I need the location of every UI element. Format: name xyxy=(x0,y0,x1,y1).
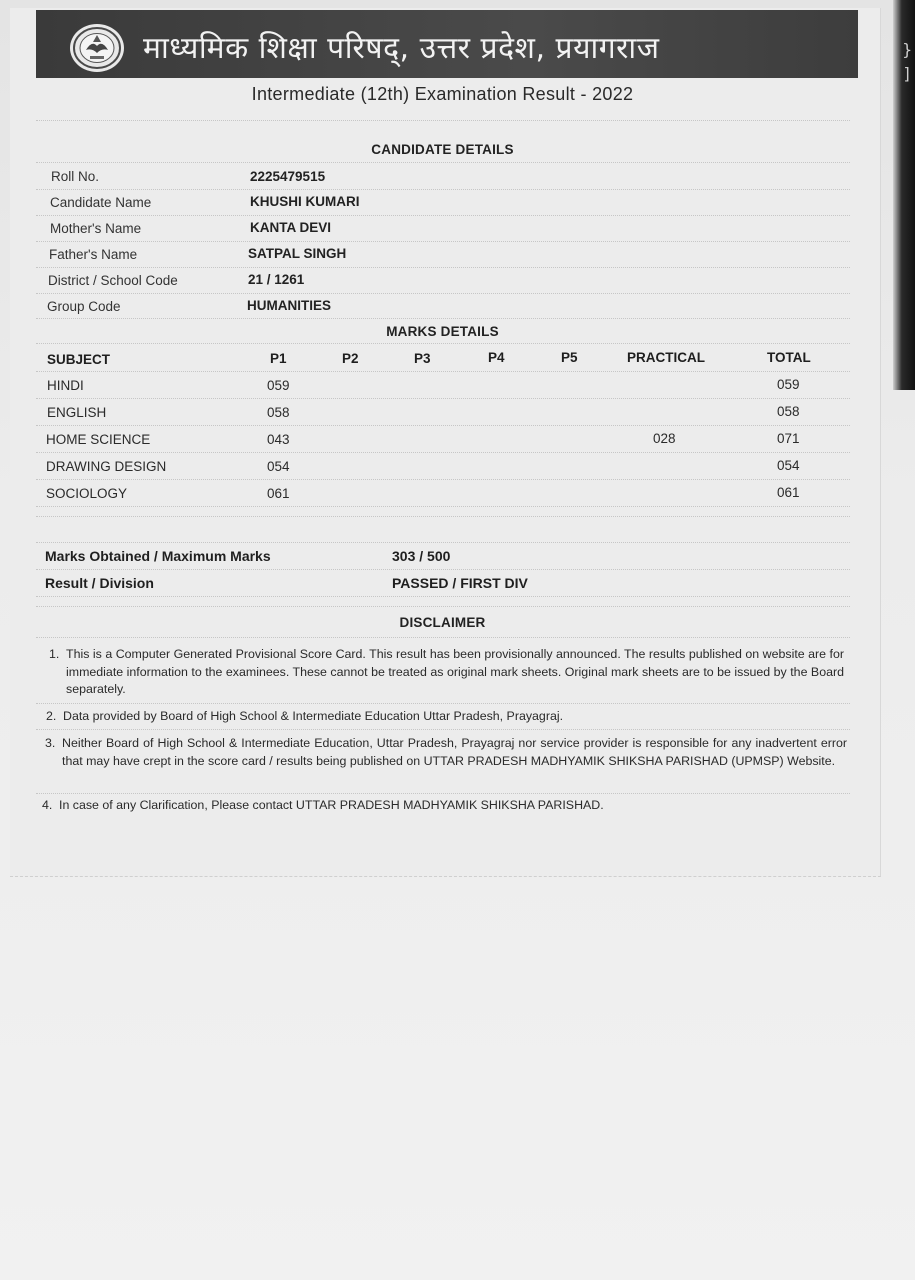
subject-cell: DRAWING DESIGN xyxy=(46,459,167,474)
p1-cell: 054 xyxy=(267,459,290,474)
marks-obtained-value: 303 / 500 xyxy=(392,548,451,564)
divider xyxy=(36,703,850,704)
up-government-emblem-icon xyxy=(68,22,126,74)
candidate-name-label: Candidate Name xyxy=(50,195,152,210)
district-school-code-label: District / School Code xyxy=(48,273,178,288)
subject-cell: ENGLISH xyxy=(47,405,107,420)
divider xyxy=(36,452,850,453)
p1-cell: 043 xyxy=(267,432,290,447)
disclaimer-item xyxy=(49,646,844,699)
divider xyxy=(36,371,850,372)
divider xyxy=(36,241,850,242)
subject-cell: HOME SCIENCE xyxy=(46,432,151,447)
roll-no-label: Roll No. xyxy=(51,169,100,184)
divider xyxy=(36,318,850,319)
disclaimer-number: 1. xyxy=(49,647,60,661)
col-subject: SUBJECT xyxy=(47,352,111,367)
disclaimer-text: Data provided by Board of High School & Intermediate Education Uttar Pradesh, Prayagraj. xyxy=(63,709,564,723)
disclaimer-item xyxy=(45,735,847,770)
group-code-label: Group Code xyxy=(47,299,121,314)
total-cell: 071 xyxy=(777,431,800,446)
divider xyxy=(36,479,850,480)
group-code-value: HUMANITIES xyxy=(247,298,331,313)
marks-details-heading: MARKS DETAILS xyxy=(386,324,499,339)
disclaimer-heading: DISCLAIMER xyxy=(399,615,486,630)
total-cell: 059 xyxy=(777,377,800,392)
divider xyxy=(36,343,850,344)
p1-cell: 061 xyxy=(267,486,290,501)
monitor-glyph: } xyxy=(902,40,912,59)
p1-cell: 058 xyxy=(267,405,290,420)
fathers-name-label: Father's Name xyxy=(49,247,138,262)
candidate-name-value: KHUSHI KUMARI xyxy=(250,194,360,209)
total-cell: 061 xyxy=(777,485,800,500)
disclaimer-text: In case of any Clarification, Please contact UTTAR PRADESH MADHYAMIK SHIKSHA PARISHAD. xyxy=(59,798,604,812)
disclaimer-text: Neither Board of High School & Intermediate Education, Uttar Pradesh, Prayagraj nor service provider is responsible for any inadvertent error that may have crept in the score card / results being published on UTTAR PRADESH MADHYAMIK SHIKSHA PARISHAD (UPMSP) Website. xyxy=(62,736,847,768)
col-p3: P3 xyxy=(414,351,431,366)
col-total: TOTAL xyxy=(767,350,811,365)
mothers-name-value: KANTA DEVI xyxy=(250,220,331,235)
divider xyxy=(36,542,850,543)
fathers-name-value: SATPAL SINGH xyxy=(248,246,347,261)
subject-cell: SOCIOLOGY xyxy=(46,486,128,501)
disclaimer-number: 4. xyxy=(42,798,53,812)
divider xyxy=(36,793,850,794)
practical-cell: 028 xyxy=(653,431,676,446)
divider xyxy=(36,162,850,163)
divider xyxy=(36,516,850,517)
divider xyxy=(36,120,850,121)
divider xyxy=(36,398,850,399)
disclaimer-number: 3. xyxy=(45,736,56,750)
divider xyxy=(36,425,850,426)
disclaimer-item xyxy=(46,708,843,726)
divider xyxy=(36,729,850,730)
candidate-details-heading: CANDIDATE DETAILS xyxy=(371,142,514,157)
col-p2: P2 xyxy=(342,351,359,366)
result-division-value: PASSED / FIRST DIV xyxy=(392,575,528,591)
result-division-label: Result / Division xyxy=(45,575,154,591)
p1-cell: 059 xyxy=(267,378,290,393)
col-p1: P1 xyxy=(270,351,287,366)
disclaimer-number: 2. xyxy=(46,709,57,723)
col-p5: P5 xyxy=(561,350,578,365)
disclaimer-item xyxy=(42,797,849,815)
col-practical: PRACTICAL xyxy=(627,350,705,365)
exam-title: Intermediate (12th) Examination Result - 2022 xyxy=(251,84,634,104)
mothers-name-label: Mother's Name xyxy=(50,221,142,236)
disclaimer-text: This is a Computer Generated Provisional Score Card. This result has been provisionally announced. The results published on website are for immediate information to the examinees. These cannot be treated as original mark sheets. Original mark sheets are to be issued by the Board separately. xyxy=(66,647,844,696)
divider xyxy=(36,569,850,570)
col-p4: P4 xyxy=(488,350,505,365)
monitor-glyph: ] xyxy=(902,64,912,83)
divider xyxy=(36,267,850,268)
divider xyxy=(36,189,850,190)
total-cell: 058 xyxy=(777,404,800,419)
divider xyxy=(36,606,850,607)
divider xyxy=(36,596,850,597)
district-school-code-value: 21 / 1261 xyxy=(248,272,305,287)
subject-cell: HINDI xyxy=(47,378,84,393)
divider xyxy=(36,637,850,638)
monitor-edge xyxy=(893,0,915,390)
roll-no-value: 2225479515 xyxy=(250,169,326,184)
divider xyxy=(36,215,850,216)
divider xyxy=(36,506,850,507)
total-cell: 054 xyxy=(777,458,800,473)
board-name: माध्यमिक शिक्षा परिषद्, उत्तर प्रदेश, प्रयागराज xyxy=(143,31,660,66)
marks-obtained-label: Marks Obtained / Maximum Marks xyxy=(45,548,271,564)
divider xyxy=(36,293,850,294)
